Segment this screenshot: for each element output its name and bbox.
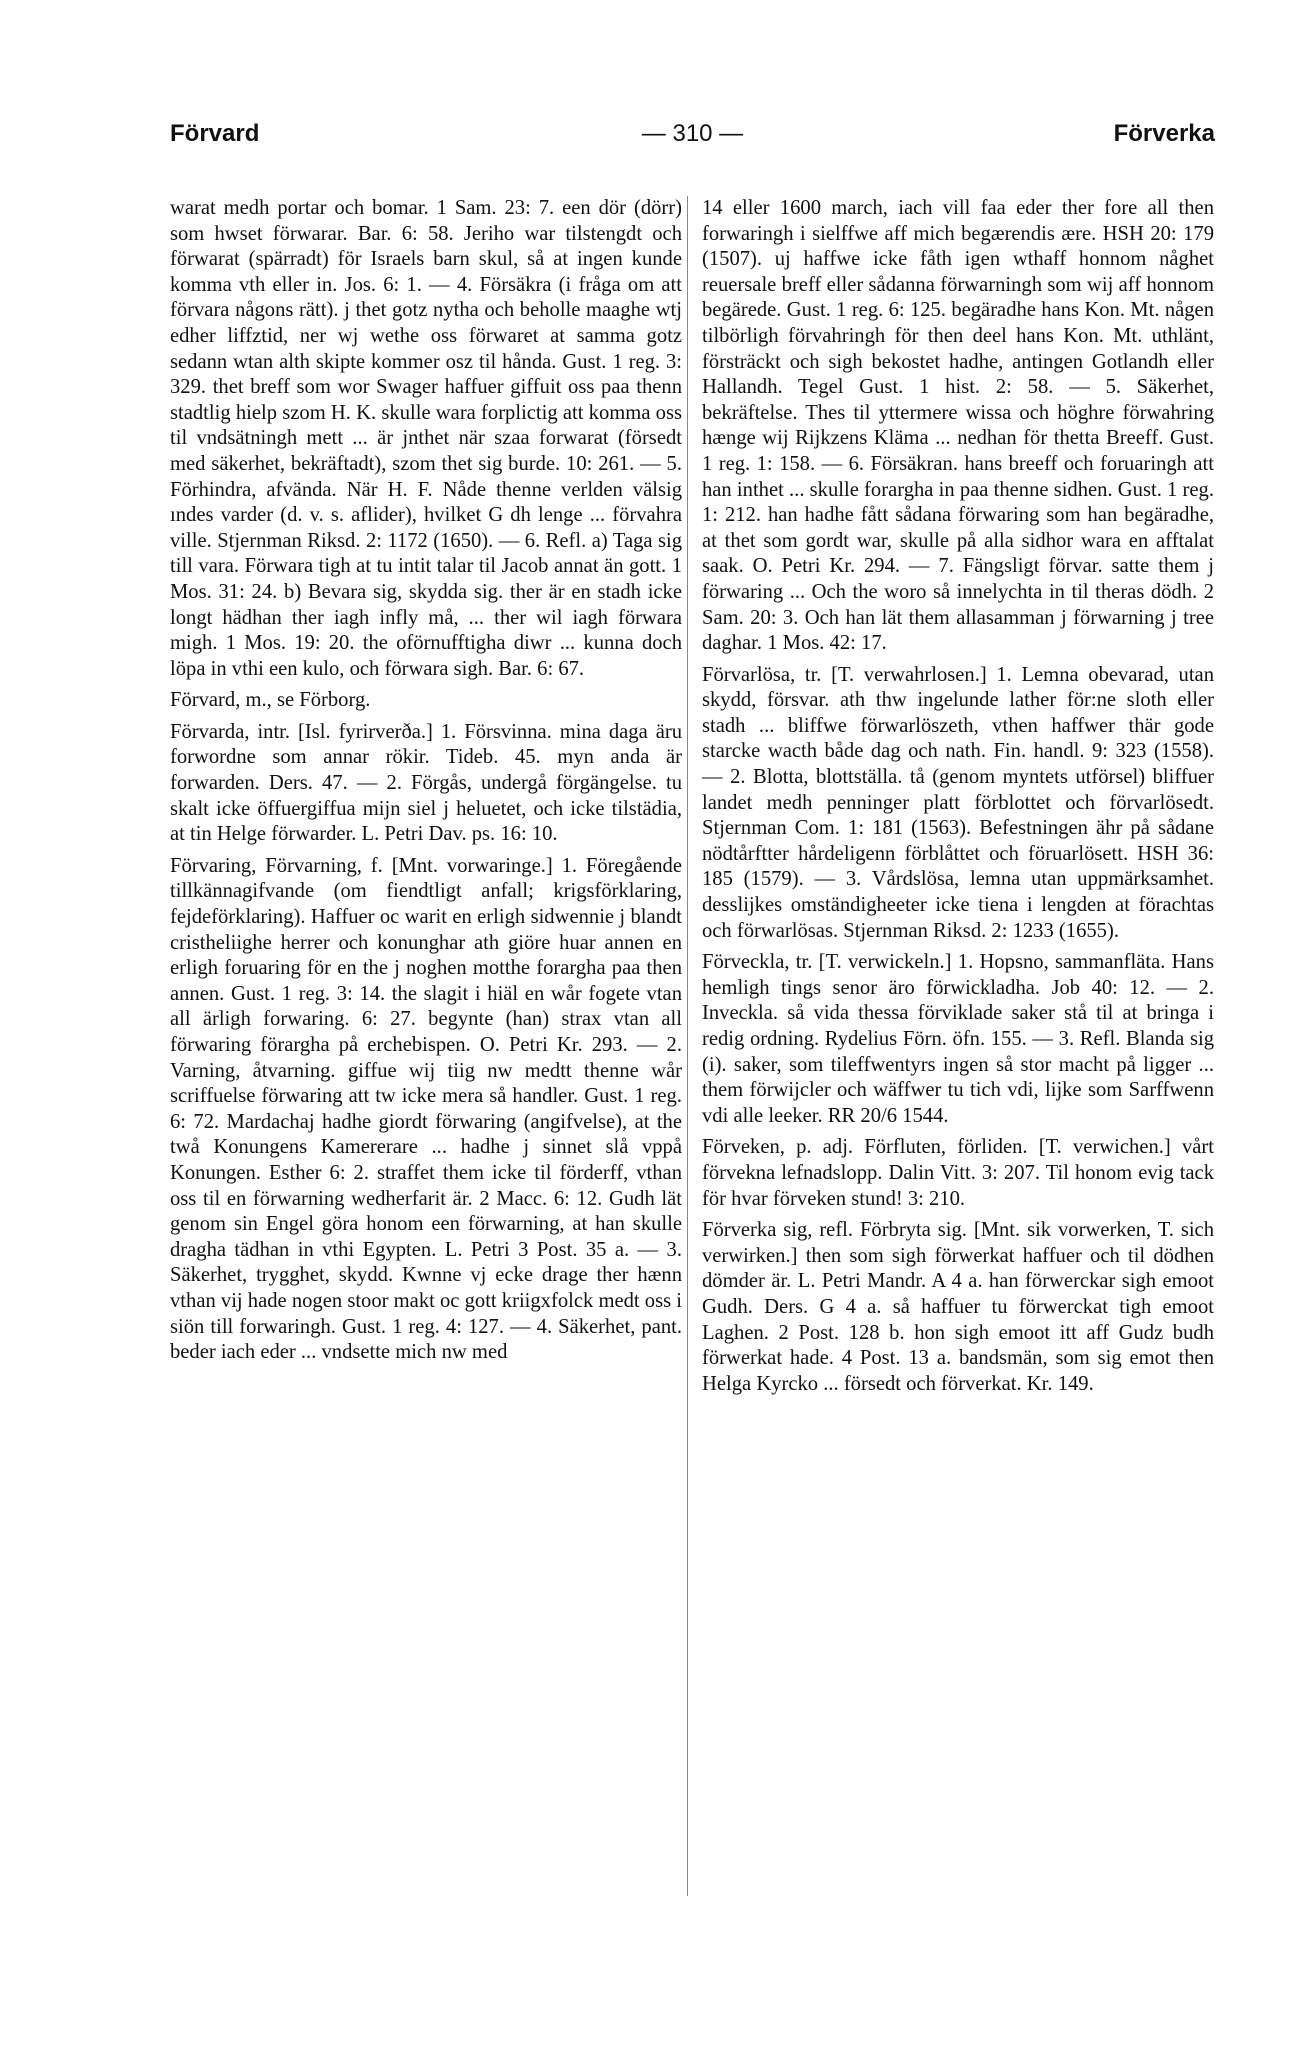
entry-forvaring: Förvaring, Förvarning, f. [Mnt. vorwaringe.] 1. Föregående tillkännagifvande (om fiendtligt anfall; krigsförklaring, fejdeförklaring). Haffuer oc warit en erligh sidwennie j blandt cristheliighe herrer och konunghar ath giöre huar annen en erligh foruaring för en the j noghen motthe forargha paa then annen. Gust. 1 reg. 3: 14. the slagit i hiäl en wår fogete vtan all ärligh forwaring. 6: 27. begynte (han) strax vtan all förwaring förargha på erchebispen. O. Petri Kr. 293. — 2. Varning, åtvarning. giffue wij tiig nw medtt thenne wår scriffuelse förwaring att tw icke mera så handler. Gust. 1 reg. 6: 72. Mardachaj hadhe giordt förwaring (angifvelse), at the twå Konungens Kamererare ... hadhe j sinnet slå vppå Konungen. Esther 6: 2. straffet them icke til förderff, vthan oss til en förwarning wedherfarit är. 2 Macc. 6: 12. Gudh lät genom sin Engel göra honom een förwarning, at han skulle dragha tädhan in vthi Egypten. L. Petri 3 Post. 35 a. — 3. Säkerhet, trygghet, skydd. Kwnne vj ecke drage ther hænn vthan vij hade nogen stoor makt oc gott kriigxfolck medt oss i siön till forwaringh. Gust. 1 reg. 4: 127. — 4. Säkerhet, pant. beder iach eder ... vndsette mich nw med bbox=[170, 854, 682, 1364]
page-number: — 310 — bbox=[641, 120, 744, 147]
header-left-headword: Förvard bbox=[170, 120, 260, 147]
entry-continuation: warat medh portar och bomar. 1 Sam. 23: 7. een dör (dörr) som hwset förwarar. Bar. 6: 58. Jeriho war tilstengdt och förwarat (spärradt) för Israels barn skul, så at ingen kunde komma vth eller in. Jos. 6: 1. — 4. Försäkra (i fråga om att förvara någons rätt). j thet gotz nytha och beholle maaghe wtj edher liffztid, ner wj wethe oss förwaret at samma gotz sedann wtan alth skipte kommer osz til hånda. Gust. 1 reg. 3: 329. thet breff som wor Swager haffuer giffuit oss paa thenn stadtlig hielp szom H. K. skulle wara forplictig att komma oss til vndsätningh mett ... är jnthet när szaa forwarat (försedt med säkerhet, bekräftadt), szom thet sig burde. 10: 261. — 5. Förhindra, afvända. När H. F. Nåde thenne verlden välsig ındes varder (d. v. s. aflider), hvilket G dh lenge ... förvahra ville. Stjernman Riksd. 2: 1172 (1650). — 6. Refl. a) Taga sig till vara. Förwara tigh at tu intit talar til Jacob annat än gott. 1 Mos. 31: 24. b) Bevara sig, skydda sig. ther är en stadh icke longt hädhan ther iagh infly må, ... ther wil iagh förwara migh. 1 Mos. 19: 20. the oförnufftigha diwr ... kunna doch löpa in vthi een kulo, och förwara sigh. Bar. 6: 67. bbox=[170, 197, 682, 680]
header-right-headword: Förverka bbox=[1113, 120, 1215, 147]
left-column bbox=[170, 196, 682, 1372]
entry-forveckla: Förveckla, tr. [T. verwickeln.] 1. Hopsno, sammanfläta. Hans hemligh tings senor äro förwickladha. Job 40: 12. — 2. Inveckla. så vida thessa förviklade saker stå til at bringa i redig ordning. Rydelius Förn. öfn. 155. — 3. Refl. Blanda sig (i). saker, som tileffwentyrs ingen så stor macht på ligger ... them förwijcler och wäffwer tu tich vdi, lijke som Sarffwenn vdi alle leeker. RR 20/6 1544. bbox=[702, 951, 1214, 1127]
running-header bbox=[170, 120, 1215, 156]
entry-forveken: Förveken, p. adj. Förfluten, förliden. [T. verwichen.] vårt förvekna lefnadslopp. Dalin Vitt. 3: 207. Til honom evig tack för hvar förveken stund! 3: 210. bbox=[702, 1136, 1214, 1210]
entry-forvard: Förvard, m., se Förborg. bbox=[170, 689, 371, 712]
entry-forvarlosa: Förvarlösa, tr. [T. verwahrlosen.] 1. Lemna obevarad, utan skydd, försvar. ath thw ingelunde lather för:ne sloth eller stadh ... bliffwe förwarlöszeth, vthen haffwer thär gode starcke wacth både dag och nath. Fin. handl. 9: 323 (1558). — 2. Blotta, blottställa. tå (genom myntets utförsel) bliffuer landet medh penninger platt förblottet och förvarlösedt. Stjernman Com. 1: 181 (1563). Befestningen ähr på sådane nödtårftter hårdeligenn förblåttet och föruarlösett. HSH 36: 185 (1579). — 3. Vårdslösa, lemna utan uppmärksamhet. desslijkes omständigheeter icke tiena i lengden at förachtas och förwarlösas. Stjernman Riksd. 2: 1233 (1655). bbox=[702, 663, 1214, 942]
entry-forvarda: Förvarda, intr. [Isl. fyrirverða.] 1. Försvinna. mina daga äru forwordne som annar rökir. Tideb. 45. myn anda är forwarden. Ders. 47. — 2. Förgås, undergå förgängelse. tu skalt icke öffuergiffua mijn siel j heluetet, och icke tilstädia, at tin Helge förwarder. L. Petri Dav. ps. 16: 10. bbox=[170, 720, 682, 846]
entry-forverka-sig: Förverka sig, refl. Förbryta sig. [Mnt. sik vorwerken, T. sich verwirken.] then som sigh förwerkat haffuer och til dödhen dömder är. L. Petri Mandr. A 4 a. han förwerckar sigh emoot Gudh. Ders. G 4 a. så haffuer tu förwerckat tigh emoot Laghen. 2 Post. 128 b. hon sigh emoot itt aff Gudz budh förwerkat hade. 4 Post. 13 a. bandsmän, som sig emot then Helga Kyrcko ... försedt och förverkat. Kr. 149. bbox=[702, 1219, 1214, 1395]
column-divider bbox=[687, 196, 688, 1896]
entry-forvaring-continued: 14 eller 1600 march, iach vill faa eder ther fore all then forwaringh i sielffwe aff mich begærendis ære. HSH 20: 179 (1507). uj haffwe icke fåth igen wthaff honnom någhet reuersale breff eller sådanna förwarningh som wij aff honnom begärede. Gust. 1 reg. 6: 125. begäradhe hans Kon. Mt. någen tilbörligh förvahringh för then deel hans Kon. Mt. uthlänt, försträckt och sigh bekostet hadhe, antingen Gotlandh eller Hallandh. Tegel Gust. 1 hist. 2: 58. — 5. Säkerhet, bekräftelse. Thes til yttermere wissa och höghre förwahring hænge wij Rijkzens Kläma ... nedhan för thetta Breeff. Gust. 1 reg. 1: 158. — 6. Försäkran. hans breeff och foruaringh att han inthet ... skulle forargha in paa thenne sidhen. Gust. 1 reg. 1: 212. han hadhe fått sådana förwaring som han begäradhe, at thet som gordt war, skulle på alla sidhor wara en afftalat saak. O. Petri Kr. 294. — 7. Fängsligt förvar. satte them j förwaring ... Och the woro så innelychta in til theras dödh. 2 Sam. 20: 3. Och han lät them allasamman j förwarning j tree daghar. 1 Mos. 42: 17. bbox=[702, 197, 1214, 655]
right-column bbox=[702, 196, 1214, 1403]
